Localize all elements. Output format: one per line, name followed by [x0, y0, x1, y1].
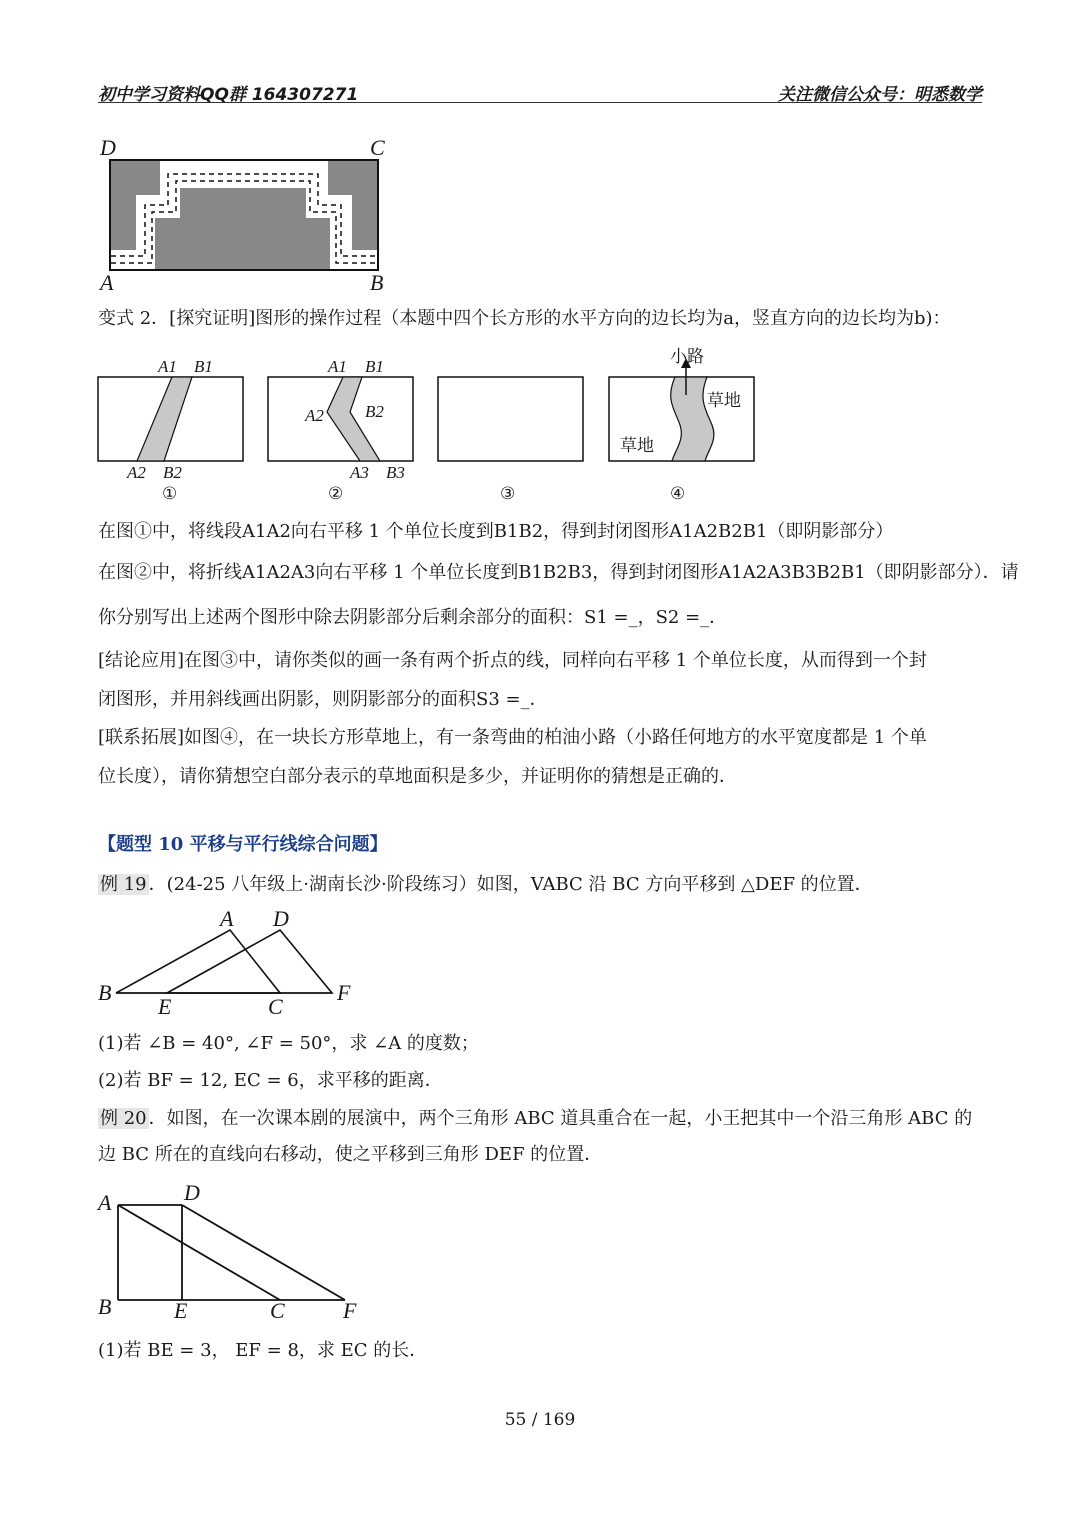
- ex19-label-B: B: [98, 980, 112, 1005]
- ex20-text1: ．如图，在一次课本剧的展演中，两个三角形 ABC 道具重合在一起，小王把其中一个沿三角形 ABC 的: [148, 1108, 973, 1129]
- p1-A1: A1: [158, 357, 177, 376]
- panel-label-2: ②: [328, 484, 344, 504]
- p2-A3: A3: [350, 463, 369, 482]
- ex19-q1: (1)若 ∠B = 40°, ∠F = 50°，求 ∠A 的度数；: [98, 1033, 479, 1054]
- panel-label-4: ④: [670, 484, 686, 504]
- ex19-label-E: E: [158, 994, 172, 1019]
- section-heading: 【题型 10 平移与平行线综合问题】: [98, 834, 388, 855]
- ex20-tag: 例 20: [100, 1108, 147, 1129]
- ex20-label-C: C: [270, 1298, 285, 1323]
- ex19-text: ．(24-25 八年级上·湖南长沙·阶段练习）如图，VABC 沿 BC 方向平移到 △DEF 的位置．: [148, 874, 873, 895]
- p4-road-label: 小路: [670, 347, 704, 367]
- variant2-line1: 在图①中，将线段A1A2向右平移 1 个单位长度到B1B2，得到封闭图形A1A2B2B1（即阴影部分）: [98, 521, 894, 542]
- ex19-label-C: C: [268, 994, 283, 1019]
- p1-A2: A2: [127, 463, 146, 482]
- variant2-line2: 在图②中，将折线A1A2A3向右平移 1 个单位长度到B1B2B3，得到封闭图形A1A2A3B3B2B1（即阴影部分）．请: [98, 562, 1019, 583]
- p1-B2: B2: [163, 463, 182, 482]
- p1-B1: B1: [194, 357, 213, 376]
- label-A: A: [100, 270, 114, 295]
- label-D: D: [100, 135, 116, 160]
- p2-B3: B3: [386, 463, 405, 482]
- variant2-title: 变式 2．[探究证明]图形的操作过程（本题中四个长方形的水平方向的边长均为a，竖直方向的边长均为b)：: [98, 308, 951, 329]
- p4-grass-left: 草地: [620, 436, 654, 456]
- p2-B1: B1: [365, 357, 384, 376]
- ex19-tag: 例 19: [100, 874, 147, 895]
- variant2-line7: 位长度），请你猜想空白部分表示的草地面积是多少，并证明你的猜想是正确的．: [98, 766, 737, 787]
- ex20-label-A: A: [98, 1190, 112, 1215]
- ex20-q1: (1)若 BE = 3， EF = 8，求 EC 的长．: [98, 1340, 428, 1361]
- variant2-line6: [联系拓展]如图④，在一块长方形草地上，有一条弯曲的柏油小路（小路任何地方的水平宽度都是 1 个单: [98, 727, 927, 748]
- variant2-line3: 你分别写出上述两个图形中除去阴影部分后剩余部分的面积：S1 =_，S2 =_．: [98, 607, 728, 628]
- ex20-label-D: D: [184, 1180, 200, 1205]
- ex20-label-F: F: [343, 1298, 357, 1323]
- p2-A1: A1: [328, 357, 347, 376]
- p4-grass-right: 草地: [707, 391, 741, 411]
- ex20-label-E: E: [174, 1298, 188, 1323]
- p2-B2: B2: [365, 402, 384, 421]
- panel-label-1: ①: [162, 484, 178, 504]
- ex20-line2: 边 BC 所在的直线向右移动，使之平移到三角形 DEF 的位置．: [98, 1144, 603, 1165]
- label-C: C: [370, 135, 385, 160]
- header-left: 初中学习资料QQ群 164307271: [98, 85, 359, 105]
- ex19-label-D: D: [273, 906, 289, 931]
- ex19-q2: (2)若 BF = 12, EC = 6，求平移的距离．: [98, 1070, 443, 1091]
- ex19-label-F: F: [337, 980, 351, 1005]
- panel-label-3: ③: [500, 484, 516, 504]
- ex19-label-A: A: [220, 906, 234, 931]
- page-number: 55 / 169: [504, 1410, 576, 1430]
- label-B: B: [370, 270, 384, 295]
- p2-A2: A2: [305, 406, 324, 425]
- header-right: 关注微信公众号：明悉数学: [778, 85, 982, 105]
- variant2-line4: [结论应用]在图③中，请你类似的画一条有两个折点的线，同样向右平移 1 个单位长度，从而得到一个封: [98, 650, 927, 671]
- variant2-line5: 闭图形，并用斜线画出阴影，则阴影部分的面积S3 =_．: [98, 689, 548, 710]
- ex20-label-B: B: [98, 1294, 112, 1319]
